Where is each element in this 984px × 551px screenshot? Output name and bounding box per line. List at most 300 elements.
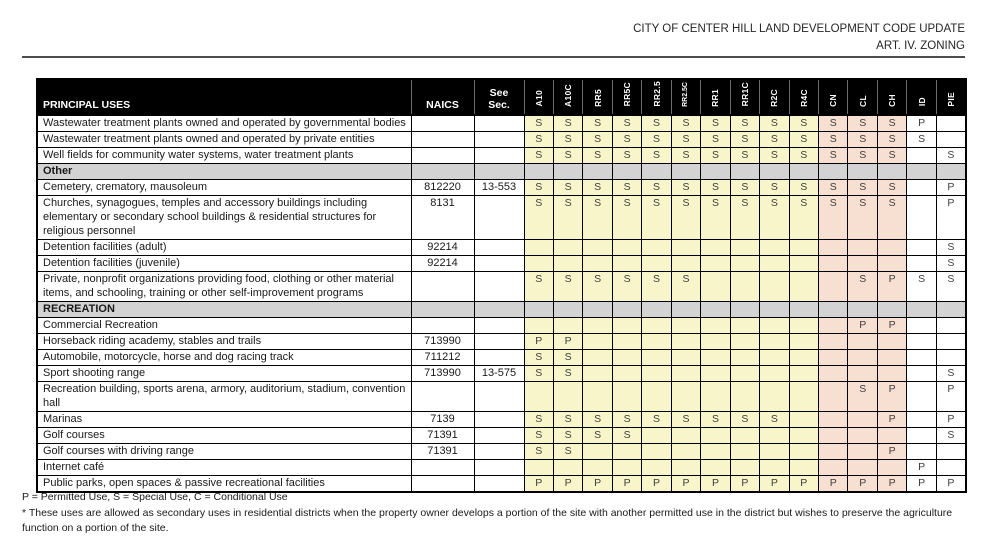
district-cell-rr2-5c: S bbox=[671, 115, 700, 132]
district-cell-a10c: S bbox=[553, 365, 582, 381]
district-label: R4C bbox=[798, 88, 809, 107]
use-cell: Horseback riding academy, stables and trails bbox=[37, 333, 411, 349]
district-cell-rr1: S bbox=[701, 195, 730, 239]
district-cell-cl bbox=[848, 427, 877, 443]
district-cell-r2c bbox=[760, 317, 789, 333]
district-cell-rr1: S bbox=[701, 179, 730, 195]
district-cell-cn bbox=[819, 427, 848, 443]
district-cell-rr5: S bbox=[583, 427, 612, 443]
district-cell-rr1c: P bbox=[730, 475, 759, 492]
district-cell-rr5c: P bbox=[612, 475, 641, 492]
district-label: RR2.5C bbox=[682, 81, 690, 107]
sec-cell bbox=[474, 381, 524, 411]
district-cell-cn: S bbox=[819, 147, 848, 163]
col-header-rr2-5c bbox=[671, 79, 700, 115]
district-cell-pie: P bbox=[936, 195, 965, 239]
district-cell-rr1 bbox=[701, 255, 730, 271]
district-cell-r4c bbox=[789, 411, 818, 427]
district-cell-rr2-5c bbox=[671, 459, 700, 475]
district-cell-r2c bbox=[760, 333, 789, 349]
sec-cell bbox=[474, 195, 524, 239]
col-header-a10 bbox=[524, 79, 553, 115]
district-cell-pie: P bbox=[936, 411, 965, 427]
district-cell-r4c bbox=[789, 333, 818, 349]
district-cell-rr1c bbox=[730, 443, 759, 459]
district-label: RR1C bbox=[739, 82, 750, 107]
district-cell-cn bbox=[819, 317, 848, 333]
sec-cell bbox=[474, 163, 524, 179]
district-label: RR1 bbox=[710, 88, 721, 107]
district-cell-pie bbox=[936, 163, 965, 179]
district-cell-rr5: S bbox=[583, 195, 612, 239]
district-cell-ch: S bbox=[877, 179, 906, 195]
district-cell-r2c: S bbox=[760, 179, 789, 195]
district-label: A10C bbox=[563, 83, 574, 107]
district-cell-rr1 bbox=[701, 381, 730, 411]
district-cell-rr1c: S bbox=[730, 411, 759, 427]
district-cell-r2c: S bbox=[760, 147, 789, 163]
district-cell-pie bbox=[936, 115, 965, 132]
use-cell: Public parks, open spaces & passive recreational facilities bbox=[37, 475, 411, 492]
district-cell-a10c: S bbox=[553, 443, 582, 459]
district-cell-id bbox=[907, 179, 936, 195]
sec-cell bbox=[474, 411, 524, 427]
district-cell-rr2-5: P bbox=[642, 475, 671, 492]
district-cell-r2c bbox=[760, 163, 789, 179]
district-cell-r2c: S bbox=[760, 411, 789, 427]
district-cell-rr1 bbox=[701, 459, 730, 475]
table-row bbox=[37, 131, 966, 147]
district-cell-r4c bbox=[789, 239, 818, 255]
district-cell-cl bbox=[848, 443, 877, 459]
district-cell-rr5c bbox=[612, 365, 641, 381]
district-cell-cl: P bbox=[848, 475, 877, 492]
district-cell-rr1c bbox=[730, 163, 759, 179]
district-cell-cn bbox=[819, 443, 848, 459]
sec-cell bbox=[474, 255, 524, 271]
district-cell-cl: S bbox=[848, 131, 877, 147]
district-cell-r4c bbox=[789, 301, 818, 317]
district-cell-rr1c: S bbox=[730, 131, 759, 147]
district-cell-a10c: S bbox=[553, 349, 582, 365]
district-cell-a10 bbox=[524, 239, 553, 255]
district-cell-r2c bbox=[760, 381, 789, 411]
document-subtitle: ART. IV. ZONING bbox=[876, 40, 965, 52]
sec-cell bbox=[474, 459, 524, 475]
district-cell-rr5c bbox=[612, 163, 641, 179]
district-cell-rr5c bbox=[612, 333, 641, 349]
district-cell-ch: P bbox=[877, 411, 906, 427]
district-cell-rr1 bbox=[701, 317, 730, 333]
district-cell-a10: P bbox=[524, 333, 553, 349]
district-cell-r4c bbox=[789, 349, 818, 365]
district-cell-r4c bbox=[789, 163, 818, 179]
table-row bbox=[37, 411, 966, 427]
district-cell-cn bbox=[819, 271, 848, 301]
district-cell-a10c bbox=[553, 317, 582, 333]
district-cell-rr1 bbox=[701, 427, 730, 443]
district-cell-r2c: S bbox=[760, 131, 789, 147]
district-cell-rr1c: S bbox=[730, 195, 759, 239]
district-cell-rr2-5c bbox=[671, 333, 700, 349]
district-cell-rr2-5c bbox=[671, 301, 700, 317]
sec-cell bbox=[474, 317, 524, 333]
district-cell-rr2-5: S bbox=[642, 271, 671, 301]
district-cell-rr1 bbox=[701, 301, 730, 317]
district-cell-pie bbox=[936, 317, 965, 333]
district-cell-pie: P bbox=[936, 179, 965, 195]
use-cell: Wastewater treatment plants owned and operated by private entities bbox=[37, 131, 411, 147]
district-cell-pie: S bbox=[936, 427, 965, 443]
district-cell-r4c bbox=[789, 459, 818, 475]
district-cell-id bbox=[907, 443, 936, 459]
district-cell-rr5c: S bbox=[612, 411, 641, 427]
naics-cell: 812220 bbox=[411, 179, 474, 195]
district-cell-a10c: S bbox=[553, 179, 582, 195]
district-cell-rr5c bbox=[612, 459, 641, 475]
district-cell-pie: S bbox=[936, 147, 965, 163]
district-cell-cl: S bbox=[848, 271, 877, 301]
district-cell-r4c bbox=[789, 443, 818, 459]
horizontal-rule bbox=[22, 56, 965, 58]
district-cell-ch bbox=[877, 365, 906, 381]
district-cell-rr1c bbox=[730, 239, 759, 255]
district-label: R2C bbox=[769, 88, 780, 107]
naics-cell bbox=[411, 115, 474, 132]
district-cell-rr1c bbox=[730, 459, 759, 475]
district-cell-r4c: S bbox=[789, 131, 818, 147]
district-cell-id bbox=[907, 333, 936, 349]
district-cell-ch: P bbox=[877, 381, 906, 411]
district-cell-rr2-5: S bbox=[642, 411, 671, 427]
district-cell-rr5 bbox=[583, 459, 612, 475]
district-cell-rr2-5 bbox=[642, 163, 671, 179]
sec-cell bbox=[474, 443, 524, 459]
district-cell-pie bbox=[936, 131, 965, 147]
col-header-r2c bbox=[760, 79, 789, 115]
district-cell-a10c: S bbox=[553, 427, 582, 443]
district-cell-id bbox=[907, 163, 936, 179]
district-label: RR5C bbox=[622, 82, 633, 107]
district-cell-rr1c bbox=[730, 381, 759, 411]
col-header-r4c bbox=[789, 79, 818, 115]
district-cell-cn: S bbox=[819, 195, 848, 239]
district-cell-rr2-5c bbox=[671, 381, 700, 411]
col-header-ch bbox=[877, 79, 906, 115]
district-cell-a10: S bbox=[524, 443, 553, 459]
naics-cell bbox=[411, 163, 474, 179]
district-cell-rr2-5c bbox=[671, 255, 700, 271]
district-cell-rr2-5c bbox=[671, 365, 700, 381]
district-label: CH bbox=[887, 93, 898, 107]
district-cell-rr1c bbox=[730, 349, 759, 365]
district-cell-cn bbox=[819, 381, 848, 411]
district-cell-a10c bbox=[553, 239, 582, 255]
district-label: A10 bbox=[533, 90, 544, 107]
district-cell-a10c: P bbox=[553, 333, 582, 349]
footnote-text: * These uses are allowed as secondary uses in residential districts when the property owner develops a portion of the site with another permitted use in the district but wishes to preserve the agriculture function on a portion of the site. bbox=[22, 506, 953, 534]
naics-cell: 711212 bbox=[411, 349, 474, 365]
district-cell-a10 bbox=[524, 255, 553, 271]
district-cell-a10c bbox=[553, 163, 582, 179]
use-cell: Golf courses bbox=[37, 427, 411, 443]
district-cell-rr2-5 bbox=[642, 239, 671, 255]
district-cell-rr2-5: S bbox=[642, 131, 671, 147]
district-cell-ch: P bbox=[877, 317, 906, 333]
document-title: CITY OF CENTER HILL LAND DEVELOPMENT CODE UPDATE bbox=[633, 23, 965, 35]
sec-cell bbox=[474, 239, 524, 255]
col-header-rr5c bbox=[612, 79, 641, 115]
district-cell-cn: S bbox=[819, 179, 848, 195]
table-row bbox=[37, 147, 966, 163]
district-cell-cl: S bbox=[848, 147, 877, 163]
district-cell-rr2-5: S bbox=[642, 195, 671, 239]
district-cell-pie bbox=[936, 301, 965, 317]
district-cell-a10: S bbox=[524, 195, 553, 239]
district-cell-r2c bbox=[760, 349, 789, 365]
zoning-table-wrap bbox=[36, 78, 967, 493]
district-cell-cn: S bbox=[819, 115, 848, 132]
use-cell: Cemetery, crematory, mausoleum bbox=[37, 179, 411, 195]
district-cell-ch bbox=[877, 349, 906, 365]
district-cell-pie: S bbox=[936, 255, 965, 271]
district-cell-cl bbox=[848, 365, 877, 381]
col-header-rr1c bbox=[730, 79, 759, 115]
district-cell-rr1: P bbox=[701, 475, 730, 492]
district-cell-r2c bbox=[760, 443, 789, 459]
district-cell-pie bbox=[936, 459, 965, 475]
district-cell-a10: S bbox=[524, 147, 553, 163]
district-cell-a10c bbox=[553, 301, 582, 317]
district-cell-rr2-5 bbox=[642, 333, 671, 349]
district-cell-cn bbox=[819, 459, 848, 475]
district-cell-rr2-5: S bbox=[642, 179, 671, 195]
district-cell-pie: S bbox=[936, 271, 965, 301]
district-cell-cl bbox=[848, 349, 877, 365]
table-row bbox=[37, 349, 966, 365]
district-cell-a10: S bbox=[524, 179, 553, 195]
sec-cell bbox=[474, 333, 524, 349]
use-cell: Automobile, motorcycle, horse and dog racing track bbox=[37, 349, 411, 365]
district-cell-r4c bbox=[789, 427, 818, 443]
table-row bbox=[37, 271, 966, 301]
table-row bbox=[37, 427, 966, 443]
use-cell: Golf courses with driving range bbox=[37, 443, 411, 459]
district-cell-id bbox=[907, 365, 936, 381]
district-cell-rr2-5c: S bbox=[671, 271, 700, 301]
district-cell-rr2-5 bbox=[642, 255, 671, 271]
table-row bbox=[37, 239, 966, 255]
district-cell-pie: P bbox=[936, 381, 965, 411]
district-cell-r4c: S bbox=[789, 179, 818, 195]
district-cell-rr5 bbox=[583, 349, 612, 365]
district-cell-a10c: S bbox=[553, 131, 582, 147]
district-cell-r4c: S bbox=[789, 147, 818, 163]
district-cell-rr1c: S bbox=[730, 179, 759, 195]
district-cell-rr1 bbox=[701, 239, 730, 255]
district-cell-rr1: S bbox=[701, 147, 730, 163]
district-cell-pie: P bbox=[936, 475, 965, 492]
sec-cell bbox=[474, 147, 524, 163]
district-cell-r4c: S bbox=[789, 115, 818, 132]
use-cell: Internet café bbox=[37, 459, 411, 475]
district-cell-ch: S bbox=[877, 147, 906, 163]
district-cell-rr5: S bbox=[583, 147, 612, 163]
district-cell-ch bbox=[877, 301, 906, 317]
district-cell-cl bbox=[848, 239, 877, 255]
naics-cell bbox=[411, 381, 474, 411]
district-cell-a10c bbox=[553, 381, 582, 411]
district-cell-cn bbox=[819, 411, 848, 427]
district-cell-rr5c: S bbox=[612, 115, 641, 132]
district-cell-r4c: S bbox=[789, 195, 818, 239]
district-cell-a10: S bbox=[524, 115, 553, 132]
district-cell-cn bbox=[819, 163, 848, 179]
district-cell-id bbox=[907, 301, 936, 317]
naics-cell: 8131 bbox=[411, 195, 474, 239]
district-cell-rr1c: S bbox=[730, 115, 759, 132]
district-cell-r4c bbox=[789, 317, 818, 333]
naics-cell bbox=[411, 301, 474, 317]
district-cell-rr2-5 bbox=[642, 317, 671, 333]
district-cell-cl: S bbox=[848, 179, 877, 195]
district-cell-rr1: S bbox=[701, 115, 730, 132]
district-cell-r2c: S bbox=[760, 195, 789, 239]
district-cell-rr5c bbox=[612, 317, 641, 333]
district-cell-id bbox=[907, 147, 936, 163]
district-cell-rr5c bbox=[612, 255, 641, 271]
table-footnotes bbox=[22, 490, 967, 537]
district-cell-r2c: P bbox=[760, 475, 789, 492]
col-header-cl bbox=[848, 79, 877, 115]
table-row bbox=[37, 365, 966, 381]
district-cell-rr1c bbox=[730, 301, 759, 317]
table-row bbox=[37, 195, 966, 239]
section-row bbox=[37, 301, 966, 317]
naics-cell bbox=[411, 317, 474, 333]
district-cell-ch: S bbox=[877, 115, 906, 132]
use-cell: Commercial Recreation bbox=[37, 317, 411, 333]
district-cell-cl: P bbox=[848, 317, 877, 333]
col-header-principal-uses: PRINCIPAL USES bbox=[37, 79, 411, 115]
table-row bbox=[37, 333, 966, 349]
district-cell-pie: S bbox=[936, 239, 965, 255]
col-header-rr5 bbox=[583, 79, 612, 115]
district-cell-id: P bbox=[907, 475, 936, 492]
district-cell-rr5 bbox=[583, 317, 612, 333]
district-cell-a10c: S bbox=[553, 411, 582, 427]
naics-cell: 71391 bbox=[411, 427, 474, 443]
header-row bbox=[37, 79, 966, 115]
district-cell-rr5c bbox=[612, 239, 641, 255]
district-cell-rr1 bbox=[701, 349, 730, 365]
district-cell-id bbox=[907, 381, 936, 411]
district-cell-rr1c: S bbox=[730, 147, 759, 163]
legend-text: P = Permitted Use, S = Special Use, C = Conditional Use bbox=[22, 491, 288, 503]
district-cell-r2c bbox=[760, 427, 789, 443]
district-cell-a10 bbox=[524, 459, 553, 475]
district-cell-cn bbox=[819, 333, 848, 349]
col-header-rr1 bbox=[701, 79, 730, 115]
district-cell-cl bbox=[848, 411, 877, 427]
district-cell-rr1 bbox=[701, 365, 730, 381]
district-cell-pie bbox=[936, 333, 965, 349]
district-cell-a10: S bbox=[524, 411, 553, 427]
section-title-cell: RECREATION bbox=[37, 301, 411, 317]
district-label: CL bbox=[857, 94, 868, 107]
district-cell-rr2-5c: S bbox=[671, 131, 700, 147]
district-cell-cn: P bbox=[819, 475, 848, 492]
district-cell-rr1c bbox=[730, 365, 759, 381]
district-cell-a10: S bbox=[524, 131, 553, 147]
district-cell-ch bbox=[877, 427, 906, 443]
district-cell-ch bbox=[877, 163, 906, 179]
district-cell-r4c bbox=[789, 381, 818, 411]
district-cell-a10c bbox=[553, 459, 582, 475]
district-cell-cn: S bbox=[819, 131, 848, 147]
district-cell-cn bbox=[819, 239, 848, 255]
district-cell-rr5: S bbox=[583, 271, 612, 301]
col-header-id bbox=[907, 79, 936, 115]
use-cell: Recreation building, sports arena, armory, auditorium, stadium, convention hall bbox=[37, 381, 411, 411]
district-cell-rr2-5: S bbox=[642, 115, 671, 132]
see-sec-label: See Sec. bbox=[488, 86, 510, 111]
use-cell: Detention facilities (juvenile) bbox=[37, 255, 411, 271]
district-cell-rr2-5c bbox=[671, 443, 700, 459]
table-row bbox=[37, 255, 966, 271]
col-header-see-sec bbox=[474, 79, 524, 115]
district-cell-rr2-5 bbox=[642, 443, 671, 459]
district-cell-rr5c: S bbox=[612, 179, 641, 195]
district-cell-rr1c bbox=[730, 333, 759, 349]
district-cell-rr5: S bbox=[583, 115, 612, 132]
district-cell-ch bbox=[877, 239, 906, 255]
district-cell-rr5c bbox=[612, 381, 641, 411]
district-cell-a10c: S bbox=[553, 195, 582, 239]
district-cell-cl: S bbox=[848, 115, 877, 132]
district-cell-pie: S bbox=[936, 365, 965, 381]
district-cell-ch: S bbox=[877, 195, 906, 239]
district-cell-rr2-5c: S bbox=[671, 411, 700, 427]
naics-cell: 92214 bbox=[411, 255, 474, 271]
sec-cell bbox=[474, 427, 524, 443]
district-cell-id: S bbox=[907, 131, 936, 147]
table-row bbox=[37, 443, 966, 459]
naics-cell bbox=[411, 131, 474, 147]
col-header-rr2-5 bbox=[642, 79, 671, 115]
district-cell-r4c bbox=[789, 365, 818, 381]
district-cell-rr1c bbox=[730, 427, 759, 443]
district-cell-ch bbox=[877, 255, 906, 271]
district-cell-rr5 bbox=[583, 301, 612, 317]
district-cell-rr2-5 bbox=[642, 301, 671, 317]
district-cell-id: S bbox=[907, 271, 936, 301]
district-cell-rr2-5c bbox=[671, 349, 700, 365]
district-label: RR2.5 bbox=[651, 81, 662, 107]
district-cell-rr2-5 bbox=[642, 349, 671, 365]
table-row bbox=[37, 317, 966, 333]
naics-cell: 71391 bbox=[411, 443, 474, 459]
use-cell: Sport shooting range bbox=[37, 365, 411, 381]
district-cell-rr2-5c bbox=[671, 239, 700, 255]
district-label: ID bbox=[916, 97, 927, 107]
district-cell-id bbox=[907, 195, 936, 239]
district-cell-r4c bbox=[789, 255, 818, 271]
district-cell-rr5 bbox=[583, 333, 612, 349]
district-cell-pie bbox=[936, 443, 965, 459]
district-cell-rr5c: S bbox=[612, 147, 641, 163]
district-cell-pie bbox=[936, 349, 965, 365]
